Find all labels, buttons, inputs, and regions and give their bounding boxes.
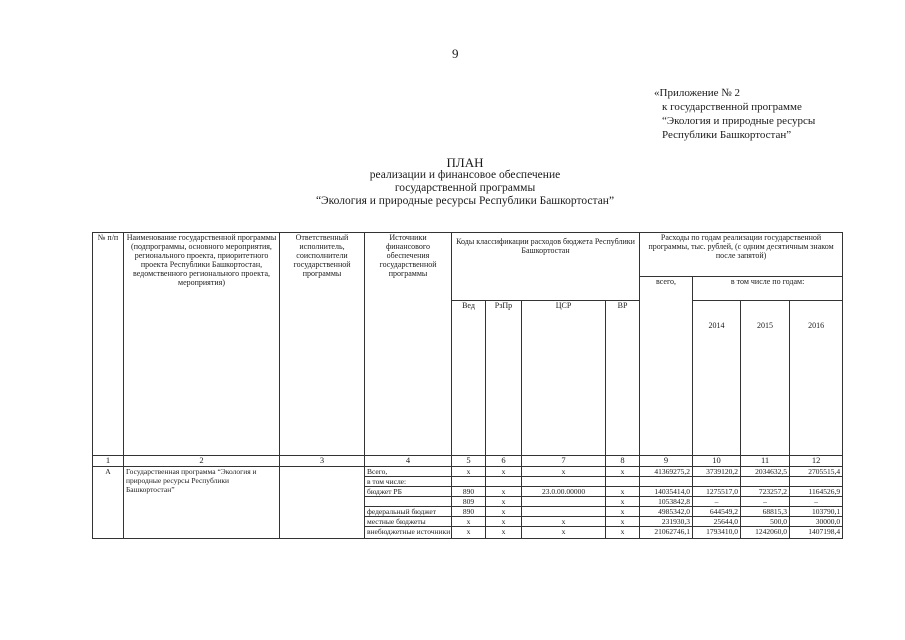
ved-cell: 809 bbox=[452, 497, 486, 507]
csr-cell: х bbox=[522, 467, 606, 477]
total-cell: 21062746,1 bbox=[640, 527, 693, 539]
header-vr: ВР bbox=[606, 301, 640, 456]
source-cell: местные бюджеты bbox=[365, 517, 452, 527]
table-row bbox=[93, 467, 843, 477]
y2015-cell: 1242060,0 bbox=[741, 527, 790, 539]
total-cell: 41369275,2 bbox=[640, 467, 693, 477]
total-cell: 4985342,0 bbox=[640, 507, 693, 517]
col-number: 1 bbox=[93, 456, 124, 467]
y2015-cell: 723257,2 bbox=[741, 487, 790, 497]
source-cell: внебюджетные источники bbox=[365, 527, 452, 539]
header-num: № п/п bbox=[93, 233, 124, 456]
y2014-cell: 644549,2 bbox=[693, 507, 741, 517]
source-cell: бюджет РБ bbox=[365, 487, 452, 497]
col-number: 2 bbox=[124, 456, 280, 467]
header-rzpr: РзПр bbox=[486, 301, 522, 456]
csr-cell: 23.0.00.00000 bbox=[522, 487, 606, 497]
plan-table bbox=[92, 232, 843, 539]
vr-cell bbox=[606, 477, 640, 487]
header-name: Наименование государственной программы (подпрограммы, основного мероприятия, регионального проекта, приоритетного проекта Республики Башкортостан, ведомственного регионального проекта, мероприятия) bbox=[124, 233, 280, 456]
y2014-cell: 25644,0 bbox=[693, 517, 741, 527]
ved-cell: х bbox=[452, 517, 486, 527]
csr-cell bbox=[522, 497, 606, 507]
csr-cell bbox=[522, 507, 606, 517]
program-id: А bbox=[93, 467, 124, 539]
y2014-cell: 1793410,0 bbox=[693, 527, 741, 539]
page-number: 9 bbox=[452, 46, 459, 61]
y2014-cell bbox=[693, 477, 741, 487]
y2015-cell: 2034632,5 bbox=[741, 467, 790, 477]
csr-cell bbox=[522, 477, 606, 487]
source-cell bbox=[365, 497, 452, 507]
y2015-cell: – bbox=[741, 497, 790, 507]
csr-cell: х bbox=[522, 517, 606, 527]
y2015-cell: 500,0 bbox=[741, 517, 790, 527]
vr-cell: х bbox=[606, 507, 640, 517]
ved-cell bbox=[452, 477, 486, 487]
y2014-cell: – bbox=[693, 497, 741, 507]
vr-cell: х bbox=[606, 467, 640, 477]
col-number: 8 bbox=[606, 456, 640, 467]
title-line: государственной программы bbox=[394, 182, 536, 194]
source-cell: федеральный бюджет bbox=[365, 507, 452, 517]
total-cell: 231930,3 bbox=[640, 517, 693, 527]
y2014-cell: 1275517,0 bbox=[693, 487, 741, 497]
col-number: 4 bbox=[365, 456, 452, 467]
col-number: 3 bbox=[280, 456, 365, 467]
col-number: 7 bbox=[522, 456, 606, 467]
rzpr-cell: х bbox=[486, 487, 522, 497]
total-cell: 14035414,0 bbox=[640, 487, 693, 497]
col-number: 12 bbox=[790, 456, 843, 467]
header-year-2016: 2016 bbox=[790, 301, 843, 456]
header-executor: Ответственный исполнитель, соисполнители государственной программы bbox=[280, 233, 365, 456]
y2016-cell: 103790,1 bbox=[790, 507, 843, 517]
rzpr-cell: х bbox=[486, 467, 522, 477]
source-cell: в том числе: bbox=[365, 477, 452, 487]
ved-cell: 890 bbox=[452, 487, 486, 497]
header-year-2015: 2015 bbox=[741, 301, 790, 456]
rzpr-cell: х bbox=[486, 497, 522, 507]
vr-cell: х bbox=[606, 487, 640, 497]
rzpr-cell: х bbox=[486, 527, 522, 539]
y2016-cell: 1164526,9 bbox=[790, 487, 843, 497]
ved-cell: 890 bbox=[452, 507, 486, 517]
program-name: Государственная программа “Экология и природные ресурсы Республики Башкортостан” bbox=[124, 467, 280, 539]
y2016-cell: 2705515,4 bbox=[790, 467, 843, 477]
y2015-cell bbox=[741, 477, 790, 487]
header-total: всего, bbox=[640, 277, 693, 456]
header-row bbox=[93, 233, 843, 277]
y2016-cell: 30000,0 bbox=[790, 517, 843, 527]
col-number: 5 bbox=[452, 456, 486, 467]
executor-cell bbox=[280, 467, 365, 539]
appendix-line: Республики Башкортостан” bbox=[662, 129, 792, 141]
y2016-cell: 1407198,4 bbox=[790, 527, 843, 539]
vr-cell: х bbox=[606, 517, 640, 527]
header-sources: Источники финансового обеспечения государственной программы bbox=[365, 233, 452, 456]
y2014-cell: 3739120,2 bbox=[693, 467, 741, 477]
header-year-2014: 2014 bbox=[693, 301, 741, 456]
vr-cell: х bbox=[606, 497, 640, 507]
ved-cell: х bbox=[452, 527, 486, 539]
title-line: “Экология и природные ресурсы Республики Башкортостан” bbox=[315, 195, 615, 207]
appendix-line: «Приложение № 2 bbox=[654, 87, 741, 99]
header-including: в том числе по годам: bbox=[693, 277, 843, 301]
y2016-cell: – bbox=[790, 497, 843, 507]
appendix-line: к государственной программе bbox=[662, 101, 802, 113]
total-cell: 1053842,8 bbox=[640, 497, 693, 507]
col-number: 10 bbox=[693, 456, 741, 467]
source-cell: Всего, bbox=[365, 467, 452, 477]
rzpr-cell: х bbox=[486, 517, 522, 527]
header-ved: Вед bbox=[452, 301, 486, 456]
title-plan: ПЛАН bbox=[446, 155, 484, 170]
appendix-note bbox=[654, 86, 815, 142]
rzpr-cell bbox=[486, 477, 522, 487]
total-cell bbox=[640, 477, 693, 487]
appendix-line: “Экология и природные ресурсы bbox=[662, 115, 816, 127]
col-number: 11 bbox=[741, 456, 790, 467]
ved-cell: х bbox=[452, 467, 486, 477]
csr-cell: х bbox=[522, 527, 606, 539]
header-expenses: Расходы по годам реализации государственной программы, тыс. рублей, (с одним десятичным знаком после запятой) bbox=[640, 233, 843, 277]
col-number: 9 bbox=[640, 456, 693, 467]
vr-cell: х bbox=[606, 527, 640, 539]
rzpr-cell: х bbox=[486, 507, 522, 517]
header-codes: Коды классификации расходов бюджета Республики Башкортостан bbox=[452, 233, 640, 301]
document-title bbox=[270, 156, 660, 208]
column-number-row bbox=[93, 456, 843, 467]
col-number: 6 bbox=[486, 456, 522, 467]
header-csr: ЦСР bbox=[522, 301, 606, 456]
title-line: реализации и финансовое обеспечение bbox=[369, 169, 561, 181]
y2016-cell bbox=[790, 477, 843, 487]
y2015-cell: 68815,3 bbox=[741, 507, 790, 517]
